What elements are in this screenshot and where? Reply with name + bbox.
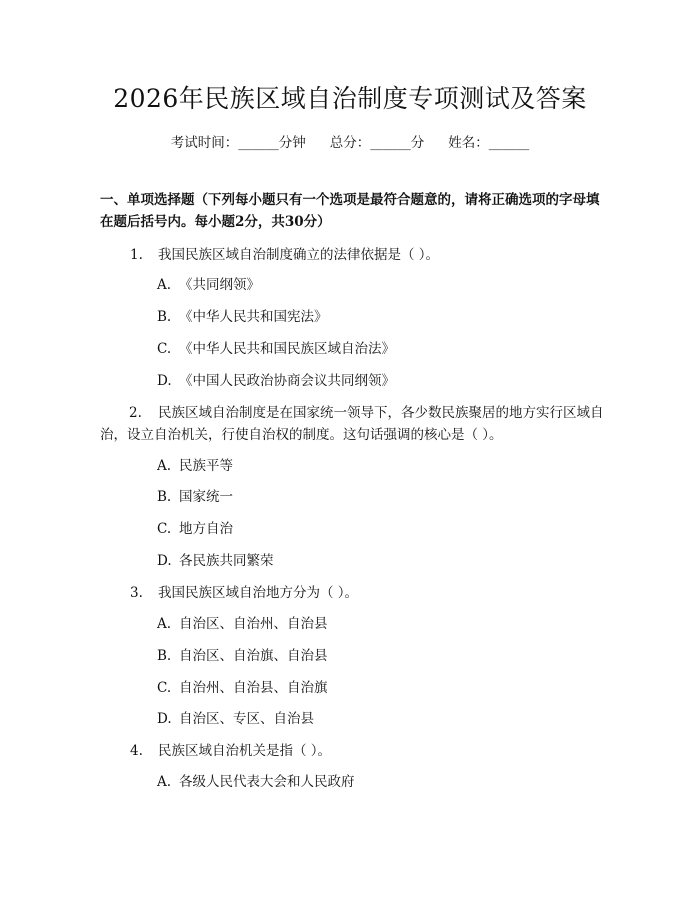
question-text: 民族区域自治制度是在国家统一领导下，各少数民族聚居的地方实行区域自治，设立自治机关，行使自治权的制度。这句话强调的核心是（ ）。	[100, 405, 604, 443]
option-letter: B.	[157, 648, 172, 664]
option-text: 国家统一	[179, 489, 233, 505]
option-letter: B.	[157, 489, 172, 505]
option-letter: D.	[157, 373, 172, 389]
question-2-option-c	[157, 519, 233, 539]
time-unit: 分钟	[278, 135, 306, 151]
score-blank: ______	[370, 135, 411, 151]
question-1-option-c	[157, 339, 395, 359]
question-2-option-a	[157, 456, 233, 476]
question-text: 我国民族区域自治地方分为（ ）。	[158, 585, 359, 601]
option-text: 自治区、自治州、自治县	[179, 616, 328, 632]
question-1-option-a	[157, 275, 260, 295]
option-letter: A.	[157, 458, 172, 474]
name-label: 姓名：	[448, 135, 489, 151]
question-4-option-a	[157, 772, 355, 792]
question-3-option-b	[157, 646, 328, 666]
option-letter: B.	[157, 309, 172, 325]
option-text: 民族平等	[179, 458, 233, 474]
option-letter: A.	[157, 616, 172, 632]
option-text: 地方自治	[179, 521, 233, 537]
question-2	[100, 402, 605, 446]
question-2-option-b	[157, 487, 233, 507]
option-text: 自治区、专区、自治县	[179, 711, 314, 727]
question-number: 3.	[130, 585, 143, 601]
score-unit: 分	[410, 135, 425, 151]
option-text: 自治州、自治县、自治旗	[179, 680, 328, 696]
question-3-option-d	[157, 709, 314, 729]
exam-info-line	[0, 133, 700, 153]
option-letter: C.	[157, 341, 172, 357]
question-3	[130, 582, 358, 604]
question-3-option-a	[157, 614, 328, 634]
option-text: 自治区、自治旗、自治县	[179, 648, 328, 664]
document-title: 2026年民族区域自治制度专项测试及答案	[113, 84, 587, 113]
option-letter: D.	[157, 711, 172, 727]
option-text: 各级人民代表大会和人民政府	[179, 774, 355, 790]
option-text: 各民族共同繁荣	[179, 553, 274, 569]
time-blank: ______	[238, 135, 279, 151]
question-number: 4.	[130, 743, 143, 759]
option-letter: A.	[157, 277, 172, 293]
option-letter: D.	[157, 553, 172, 569]
question-1-option-b	[157, 307, 328, 327]
question-1	[130, 244, 439, 266]
time-label: 考试时间：	[170, 135, 239, 151]
question-number: 2.	[129, 405, 142, 421]
section-heading: 一、单项选择题（下列每小题只有一个选项是最符合题意的，请将正确选项的字母填在题后括号内。每小题2分，共30分）	[100, 192, 600, 230]
score-label: 总分：	[329, 135, 371, 151]
question-4	[130, 740, 331, 762]
option-text: 《中华人民共和国宪法》	[179, 309, 328, 325]
option-text: 《中华人民共和国民族区域自治法》	[179, 341, 395, 357]
question-1-option-d	[157, 371, 395, 391]
option-text: 《共同纲领》	[179, 277, 260, 293]
option-letter: C.	[157, 680, 172, 696]
option-letter: A.	[157, 774, 172, 790]
question-text: 民族区域自治机关是指（ ）。	[158, 743, 332, 759]
question-3-option-c	[157, 678, 328, 698]
option-letter: C.	[157, 521, 172, 537]
question-text: 我国民族区域自治制度确立的法律依据是（ ）。	[158, 247, 440, 263]
option-text: 《中国人民政治协商会议共同纲领》	[179, 373, 395, 389]
name-blank: ______	[488, 135, 530, 151]
question-2-option-d	[157, 551, 274, 571]
question-number: 1.	[130, 247, 143, 263]
